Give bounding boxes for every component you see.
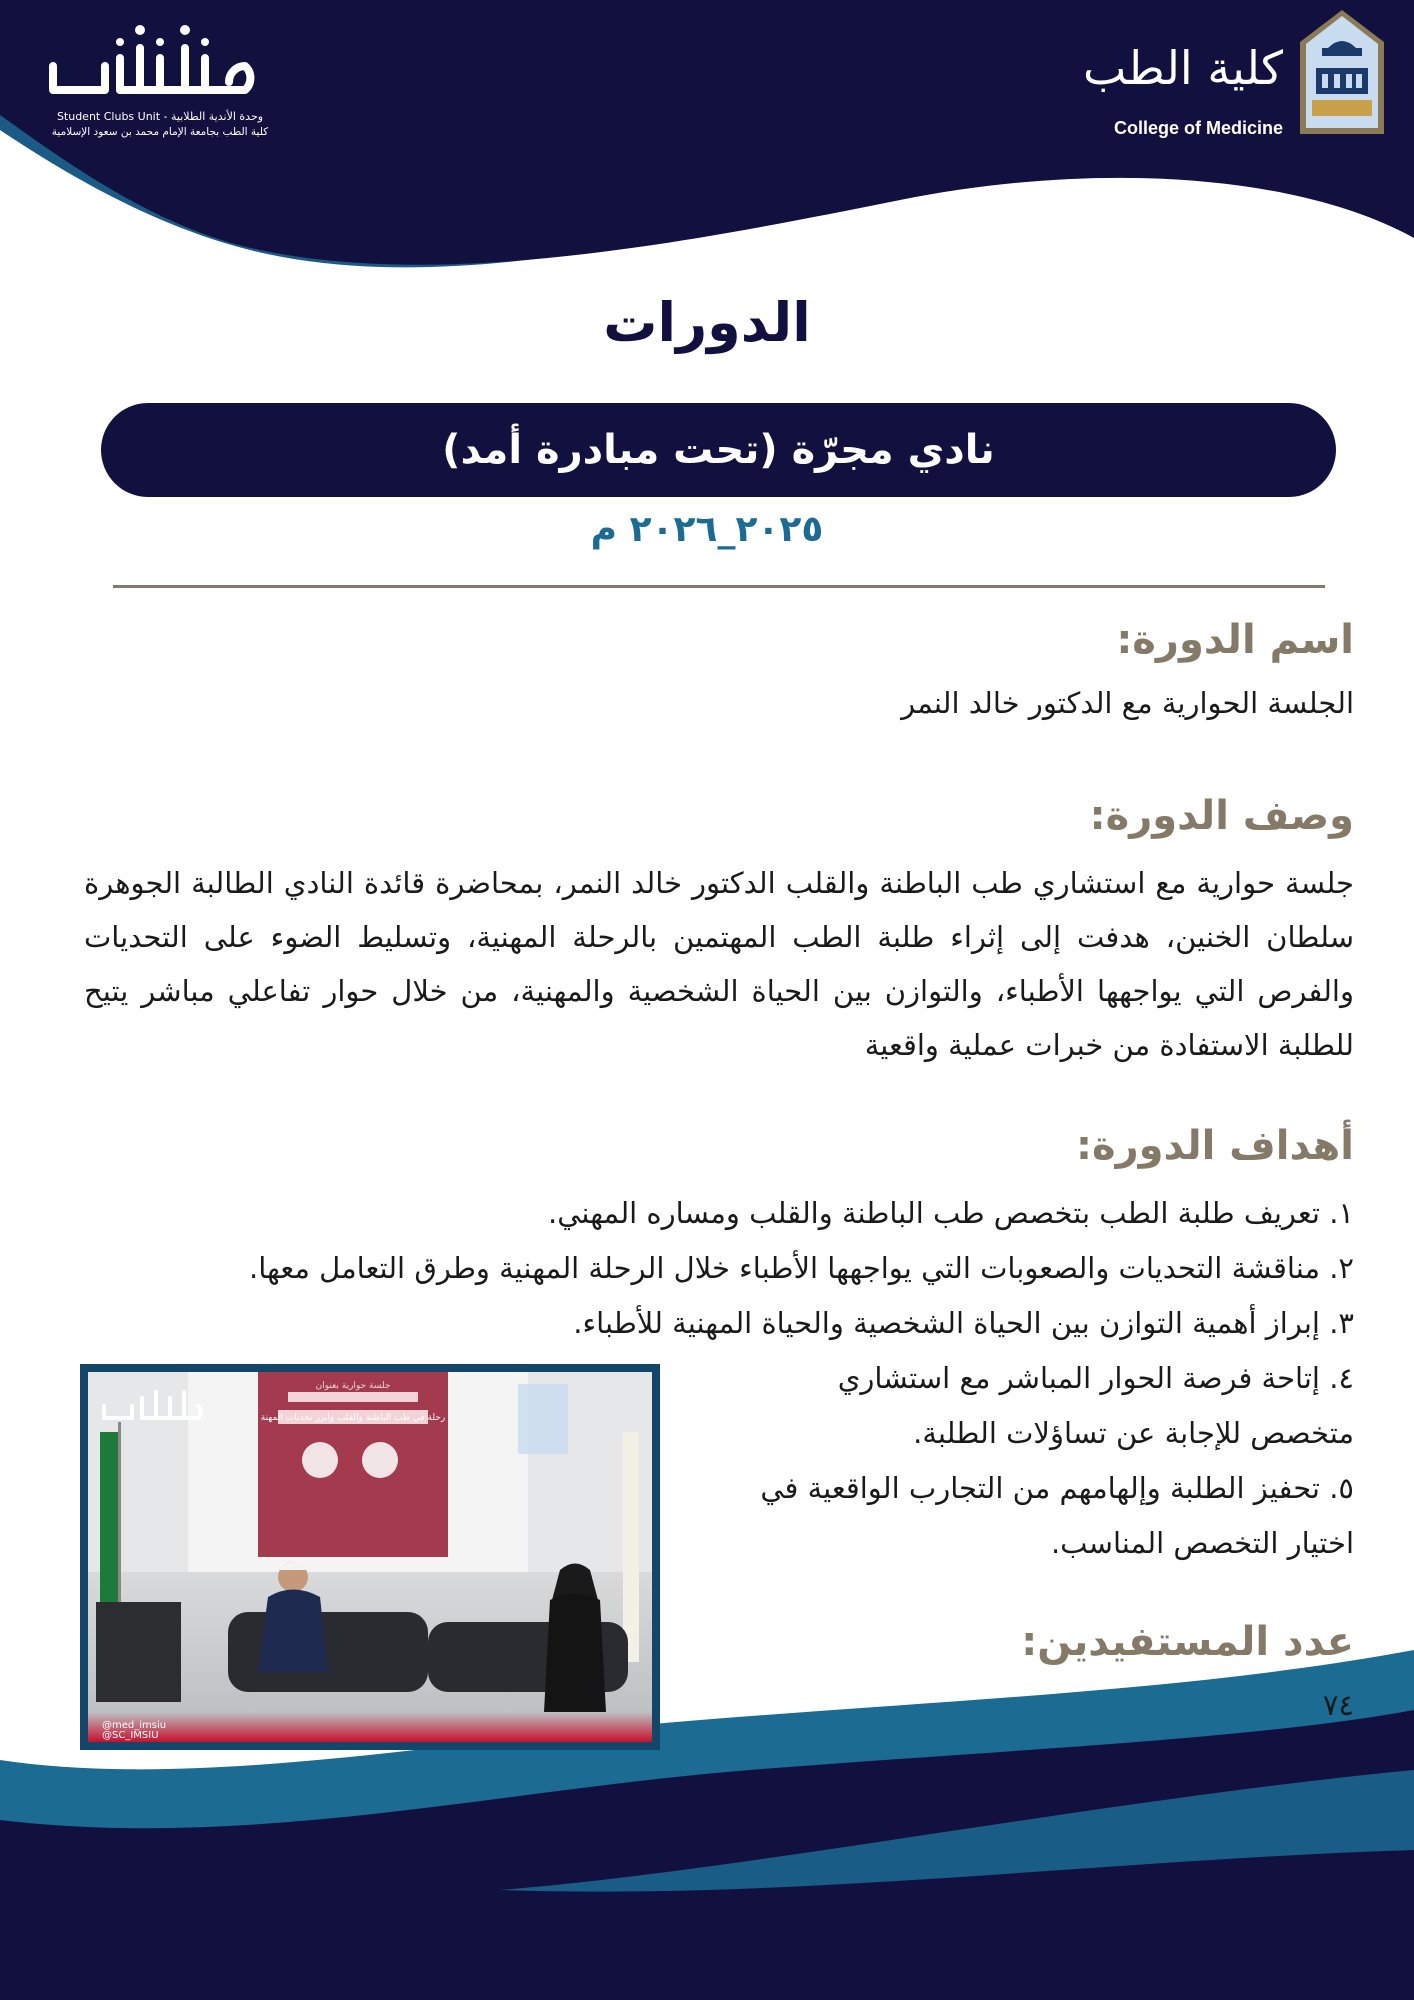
course-name-value: الجلسة الحوارية مع الدكتور خالد النمر bbox=[901, 686, 1354, 720]
page-title: الدورات bbox=[603, 291, 811, 354]
goal-item: ٢. مناقشة التحديات والصعوبات التي يواجهها الأطباء خلال الرحلة المهنية وطرق التعامل معها. bbox=[248, 1251, 1354, 1285]
student-clubs-logo bbox=[40, 18, 280, 143]
event-photo bbox=[80, 1364, 660, 1750]
club-logo-icon bbox=[45, 18, 275, 106]
course-description-text: جلسة حوارية مع استشاري طب الباطنة والقلب الدكتور خالد النمر، بمحاضرة قائدة النادي الطالبة الجوهرة سلطان الخنين، هدفت إلى إثراء طلبة الطب المهتمين بالرحلة المهنية، وتسليط الضوء على التحديات والفرص التي يواجهها الأطباء، والتوازن بين الحياة الشخصية والمهنية، من خلال حوار تفاعلي مباشر يتيح للطلبة الاستفادة من خبرات عملية واقعية bbox=[84, 866, 1354, 1062]
beneficiaries-heading: عدد المستفيدين: bbox=[1021, 1619, 1354, 1665]
college-of-medicine-logo bbox=[1083, 8, 1386, 138]
college-name-english: College of Medicine bbox=[1113, 118, 1283, 138]
goal-item: ١. تعريف طلبة الطب بتخصص طب الباطنة والقلب ومساره المهني. bbox=[548, 1196, 1354, 1230]
club-logo-text-en: Student Clubs Unit - وحدة الأندية الطلابية bbox=[56, 110, 264, 123]
goal-item: ٤. إتاحة فرصة الحوار المباشر مع استشاري متخصص للإجابة عن تساؤلات الطلبة. bbox=[837, 1361, 1354, 1450]
course-description-heading: وصف الدورة: bbox=[1089, 793, 1354, 839]
photo-social-handle: @med_imsiu bbox=[102, 1720, 167, 1731]
photo-social-handle: @SC_IMSIU bbox=[102, 1730, 159, 1741]
goal-item: ٣. إبراز أهمية التوازن بين الحياة الشخصية والحياة المهنية للأطباء. bbox=[573, 1306, 1354, 1340]
photo-screen-subtitle: جلسة حوارية بعنوان bbox=[315, 1381, 391, 1391]
club-name-banner bbox=[101, 403, 1336, 497]
divider bbox=[113, 585, 1325, 588]
course-goals-heading: أهداف الدورة: bbox=[1076, 1123, 1354, 1169]
club-name: نادي مجرّة (تحت مبادرة أمد) bbox=[442, 427, 995, 473]
beneficiaries-count: ٧٤ bbox=[1322, 1688, 1354, 1722]
event-photo-image bbox=[88, 1372, 652, 1742]
college-name-arabic: كلية الطب bbox=[1083, 41, 1283, 95]
goal-item: ٥. تحفيز الطلبة وإلهامهم من التجارب الواقعية في اختيار التخصص المناسب. bbox=[760, 1471, 1354, 1560]
photo-screen-title: رحلة في طب الباطنة والقلب وأبرز تحديات المهنة bbox=[260, 1413, 446, 1423]
academic-year: ٢٠٢٥_٢٠٢٦ م bbox=[590, 509, 824, 550]
club-logo-text-ar: كلية الطب بجامعة الإمام محمد بن سعود الإسلامية bbox=[51, 126, 269, 138]
university-seal-icon bbox=[1298, 8, 1386, 136]
course-name-heading: اسم الدورة: bbox=[1116, 617, 1354, 663]
